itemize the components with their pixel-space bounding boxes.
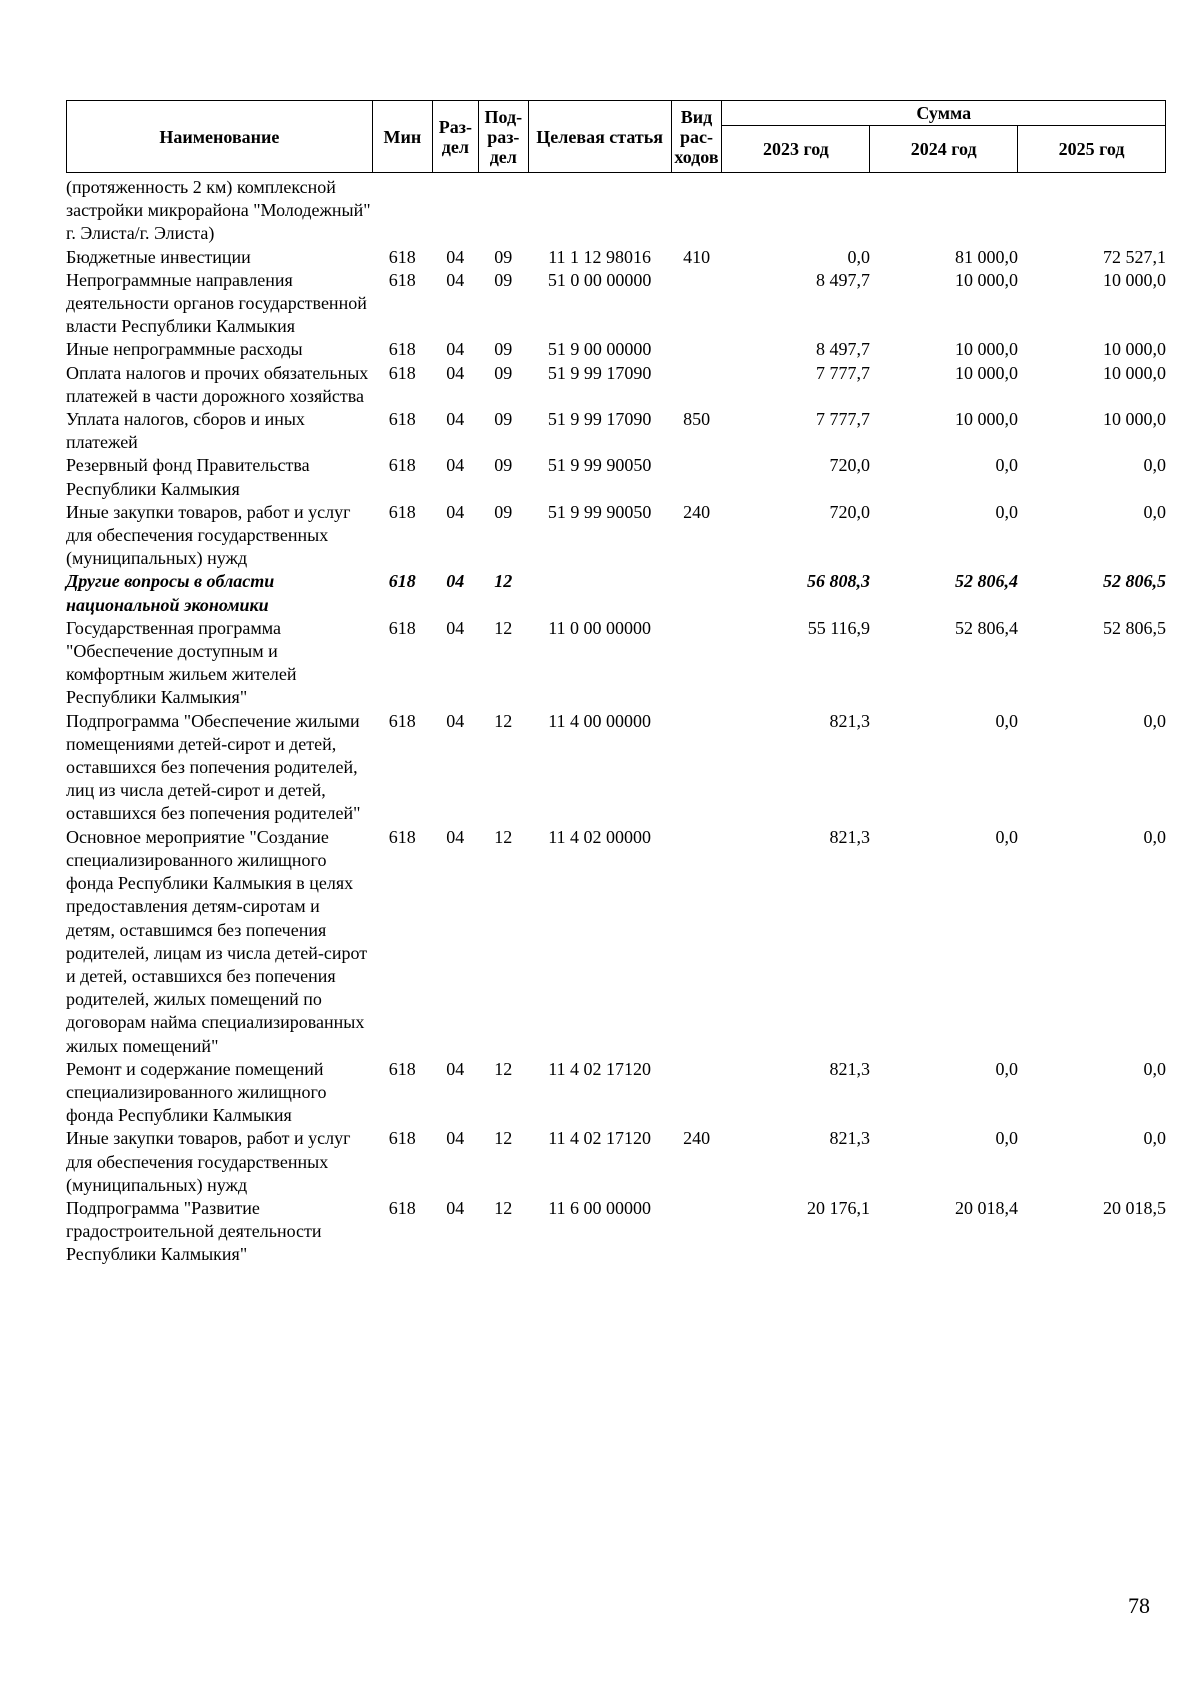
row-sum-2024: 0,0: [995, 1128, 1018, 1149]
row-razdel: 04: [446, 362, 465, 383]
row-podrazdel: 12: [494, 1128, 513, 1149]
row-sum-2024: 10 000,0: [954, 409, 1018, 430]
row-razdel: 04: [446, 455, 465, 476]
page-number: 78: [1128, 1593, 1150, 1618]
header-year-2024: 2024 год: [870, 126, 1018, 173]
row-celevaya-statya: [528, 176, 671, 246]
row-vid-raskhodov: 850: [683, 409, 711, 430]
row-name: Непрограммные направления деятельности органов государственной власти Республики Калмыкия: [66, 269, 367, 337]
row-name: Государственная программа "Обеспечение доступным и комфортным жильем жителей Республики Калмыкия": [66, 617, 297, 708]
header-min: Мин: [372, 101, 432, 173]
row-sum-2025: [1018, 176, 1166, 246]
row-sum-2023: 8 497,7: [816, 339, 871, 360]
table-row: [66, 176, 1166, 246]
row-vid-raskhodov: [671, 176, 722, 246]
row-podrazdel: [478, 176, 528, 246]
row-sum-2025: 10 000,0: [1103, 269, 1166, 290]
row-sum-2024: 0,0: [995, 826, 1018, 847]
row-celevaya-statya: 11 6 00 00000: [548, 1197, 652, 1218]
row-podrazdel: 09: [494, 409, 513, 430]
row-vid-raskhodov: 410: [683, 246, 711, 267]
row-podrazdel: 12: [494, 1058, 513, 1079]
header-celevaya: Целевая статья: [528, 101, 671, 173]
row-sum-2025: 0,0: [1143, 826, 1166, 847]
table-row: [66, 338, 1166, 361]
row-razdel: 04: [446, 269, 465, 290]
row-celevaya-statya: 51 9 99 90050: [547, 455, 652, 476]
row-name: Иные закупки товаров, работ и услуг для обеспечения государственных (муниципальных) нужд: [66, 1128, 351, 1195]
row-min: 618: [388, 269, 416, 290]
row-celevaya-statya: 11 4 02 00000: [548, 826, 652, 847]
row-podrazdel: 12: [494, 826, 513, 847]
row-sum-2024: [870, 176, 1018, 246]
header-year-2025: 2025 год: [1018, 126, 1166, 173]
row-sum-2025: 0,0: [1143, 501, 1166, 522]
row-sum-2025: 0,0: [1143, 1058, 1166, 1079]
row-sum-2024: 81 000,0: [954, 246, 1018, 267]
row-sum-2023: 720,0: [829, 501, 871, 522]
row-min: 618: [388, 571, 416, 592]
table-row: [66, 269, 1166, 339]
row-podrazdel: 09: [494, 246, 513, 267]
row-vid-raskhodov: [671, 269, 722, 339]
row-celevaya-statya: 11 4 02 17120: [548, 1058, 652, 1079]
row-min: 618: [388, 826, 416, 847]
row-name: Оплата налогов и прочих обязательных платежей в части дорожного хозяйства: [66, 362, 369, 406]
row-sum-2023: 7 777,7: [816, 362, 871, 383]
table-row: [66, 570, 1166, 616]
row-sum-2023: 821,3: [829, 1058, 871, 1079]
row-vid-raskhodov: [671, 454, 722, 500]
row-podrazdel: 09: [494, 339, 513, 360]
row-min: 618: [388, 1128, 416, 1149]
row-celevaya-statya: 51 9 99 17090: [547, 409, 652, 430]
row-vid-raskhodov: [671, 1197, 722, 1267]
table-row: [66, 1058, 1166, 1128]
row-razdel: 04: [446, 617, 465, 638]
row-vid-raskhodov: [671, 617, 722, 710]
table-row: [66, 362, 1166, 408]
row-razdel: 04: [446, 1058, 465, 1079]
table-row: [66, 710, 1166, 826]
row-celevaya-statya: 11 1 12 98016: [548, 246, 652, 267]
row-sum-2024: 0,0: [995, 710, 1018, 731]
header-podrazdel: Под-раз-дел: [478, 101, 528, 173]
row-sum-2025: 0,0: [1143, 455, 1166, 476]
row-celevaya-statya: 51 0 00 00000: [547, 269, 652, 290]
row-celevaya-statya: 11 0 00 00000: [548, 617, 652, 638]
row-min: 618: [388, 455, 416, 476]
row-sum-2024: 52 806,4: [954, 571, 1018, 592]
header-year-2023: 2023 год: [722, 126, 870, 173]
row-sum-2025: 10 000,0: [1103, 409, 1166, 430]
row-sum-2024: 20 018,4: [954, 1197, 1018, 1218]
row-sum-2024: 10 000,0: [954, 339, 1018, 360]
table-row: [66, 408, 1166, 454]
row-sum-2025: 10 000,0: [1103, 339, 1166, 360]
row-celevaya-statya: 51 9 99 17090: [547, 362, 652, 383]
table-row: [66, 454, 1166, 500]
row-sum-2023: 55 116,9: [807, 617, 871, 638]
row-razdel: 04: [446, 571, 465, 592]
row-celevaya-statya: 11 4 00 00000: [548, 710, 652, 731]
row-razdel: 04: [446, 710, 465, 731]
row-name: Ремонт и содержание помещений специализированного жилищного фонда Республики Калмыкия: [66, 1058, 327, 1126]
row-sum-2023: 8 497,7: [816, 269, 871, 290]
row-sum-2023: 821,3: [829, 1128, 871, 1149]
row-vid-raskhodov: 240: [683, 1128, 711, 1149]
row-podrazdel: 09: [494, 269, 513, 290]
row-razdel: 04: [446, 826, 465, 847]
row-vid-raskhodov: [671, 570, 722, 616]
row-razdel: 04: [446, 246, 465, 267]
row-sum-2025: 0,0: [1143, 1128, 1166, 1149]
row-sum-2023: 0,0: [847, 246, 871, 267]
row-name: Бюджетные инвестиции: [66, 246, 251, 267]
row-sum-2025: 52 806,5: [1103, 617, 1166, 638]
row-sum-2023: 56 808,3: [807, 571, 871, 592]
table-row: [66, 501, 1166, 571]
row-name: Резервный фонд Правительства Республики Калмыкия: [66, 455, 310, 499]
row-sum-2024: 0,0: [995, 1058, 1018, 1079]
row-name: Основное мероприятие "Создание специализированного жилищного фонда Республики Калмыкия в целях предоставления детям-сиротам и детям, оставшимся без попечения родителей, лицам из числа детей-сирот и детей, оставшихся без попечения родителей, жилых помещений по договорам найма специализированных жилых помещений": [66, 826, 368, 1056]
row-name: Подпрограмма "Обеспечение жилыми помещениями детей-сирот и детей, оставшихся без попечения родителей, лиц из числа детей-сирот и детей, оставшихся без попечения родителей": [66, 710, 361, 824]
row-podrazdel: 12: [494, 710, 513, 731]
row-celevaya-statya: 11 4 02 17120: [548, 1128, 652, 1149]
row-name: Уплата налогов, сборов и иных платежей: [66, 409, 305, 453]
row-min: 618: [388, 409, 416, 430]
row-podrazdel: 12: [494, 571, 513, 592]
row-podrazdel: 09: [494, 501, 513, 522]
row-podrazdel: 12: [494, 617, 513, 638]
row-min: 618: [388, 362, 416, 383]
row-razdel: 04: [446, 409, 465, 430]
row-vid-raskhodov: 240: [683, 501, 711, 522]
row-sum-2024: 0,0: [995, 455, 1018, 476]
header-summa: Сумма: [722, 101, 1166, 126]
row-sum-2023: 720,0: [829, 455, 871, 476]
row-name: Подпрограмма "Развитие градостроительной деятельности Республики Калмыкия": [66, 1197, 322, 1265]
row-min: 618: [388, 617, 416, 638]
row-celevaya-statya: 51 9 99 90050: [547, 501, 652, 522]
row-min: [372, 176, 432, 246]
row-sum-2024: 0,0: [995, 501, 1018, 522]
row-podrazdel: 09: [494, 455, 513, 476]
row-sum-2024: 10 000,0: [954, 362, 1018, 383]
row-razdel: 04: [446, 501, 465, 522]
row-vid-raskhodov: [671, 338, 722, 361]
table-row: [66, 1127, 1166, 1197]
table-row: [66, 1197, 1166, 1267]
row-sum-2025: 72 527,1: [1103, 246, 1166, 267]
row-name: Другие вопросы в области национальной экономики: [66, 571, 275, 615]
row-podrazdel: 12: [494, 1197, 513, 1218]
table-row: [66, 246, 1166, 269]
row-min: 618: [388, 246, 416, 267]
row-vid-raskhodov: [671, 826, 722, 1058]
row-vid-raskhodov: [671, 710, 722, 826]
row-sum-2024: 52 806,4: [954, 617, 1018, 638]
row-razdel: 04: [446, 339, 465, 360]
row-vid-raskhodov: [671, 1058, 722, 1128]
row-sum-2023: 821,3: [829, 710, 871, 731]
row-min: 618: [388, 710, 416, 731]
table-header: [66, 100, 1166, 173]
row-sum-2025: 52 806,5: [1103, 571, 1166, 592]
header-vid: Вид рас-ходов: [671, 101, 722, 173]
row-min: 618: [388, 339, 416, 360]
row-razdel: 04: [446, 1197, 465, 1218]
row-razdel: 04: [446, 1128, 465, 1149]
table-row: [66, 617, 1166, 710]
budget-table: [66, 176, 1166, 1267]
row-min: 618: [388, 1197, 416, 1218]
row-sum-2024: 10 000,0: [954, 269, 1018, 290]
row-min: 618: [388, 1058, 416, 1079]
header-name: Наименование: [67, 101, 373, 173]
row-sum-2025: 0,0: [1143, 710, 1166, 731]
row-name: (протяженность 2 км) комплексной застройки микрорайона "Молодежный" г. Элиста/г. Элиста): [66, 177, 371, 244]
row-name: Иные непрограммные расходы: [66, 339, 303, 360]
row-sum-2023: 20 176,1: [807, 1197, 871, 1218]
table-row: [66, 826, 1166, 1058]
row-vid-raskhodov: [671, 362, 722, 408]
header-razdel: Раз-дел: [432, 101, 478, 173]
row-sum-2025: 10 000,0: [1103, 362, 1166, 383]
row-sum-2025: 20 018,5: [1103, 1197, 1166, 1218]
row-sum-2023: 7 777,7: [816, 409, 871, 430]
row-sum-2023: [722, 176, 870, 246]
row-sum-2023: 821,3: [829, 826, 871, 847]
row-podrazdel: 09: [494, 362, 513, 383]
row-celevaya-statya: [528, 570, 671, 616]
row-name: Иные закупки товаров, работ и услуг для обеспечения государственных (муниципальных) нужд: [66, 501, 351, 569]
row-razdel: [432, 176, 478, 246]
row-celevaya-statya: 51 9 00 00000: [547, 339, 652, 360]
row-min: 618: [388, 501, 416, 522]
